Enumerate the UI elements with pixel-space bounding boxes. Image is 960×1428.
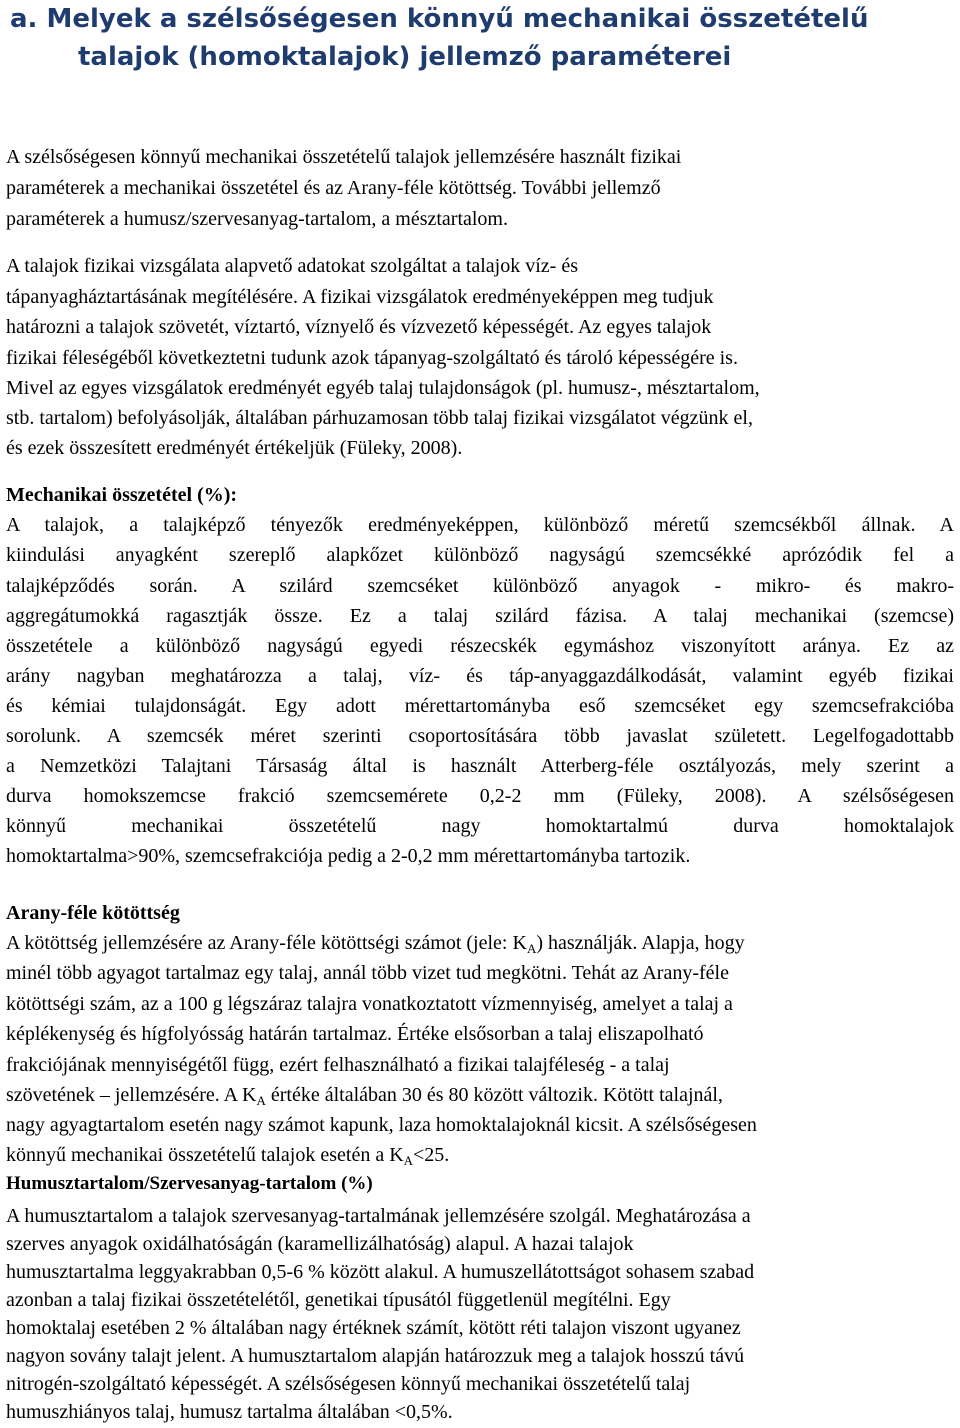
body-line: talajképződés során. A szilárd szemcséket különböző anyagok - mikro- és makro- <box>6 575 954 597</box>
body-line: tápanyagháztartásának megítélésére. A fizikai vizsgálatok eredményeképpen meg tudjuk <box>6 286 714 308</box>
body-line: Mivel az egyes vizsgálatok eredményét egyéb talaj tulajdonságok (pl. humusz-, mésztartalom, <box>6 377 760 399</box>
body-line: nitrogén-szolgáltató képességét. A szélsőségesen könnyű mechanikai összetételű talaj <box>6 1373 691 1395</box>
body-line: a Nemzetközi Talajtani Társaság által is használt Atterberg-féle osztályozás, mely szerint a <box>6 755 954 777</box>
body-line: szerves anyagok oxidálhatóságán (karamellizálhatóság) alapul. A hazai talajok <box>6 1233 634 1255</box>
subheading-mechanical-composition: Mechanikai összetétel (%): <box>6 484 238 506</box>
body-line: nagy agyagtartalom esetén nagy számot kapunk, laza homoktalajoknál kicsit. A szélsőségesen <box>6 1114 757 1136</box>
body-line: fizikai féleségéből következtetni tudunk azok tápanyag-szolgáltató és tároló képességére is. <box>6 347 738 369</box>
subheading-arany-binding: Arany-féle kötöttség <box>6 902 180 924</box>
body-line: humusztartalma leggyakrabban 0,5-6 % között alakul. A humuszellátottságot sohasem szabad <box>6 1261 755 1283</box>
body-line: homoktalaj esetében 2 % általában nagy értéknek számít, kötött réti talajon viszont ugyanez <box>6 1317 741 1339</box>
body-line: minél több agyagot tartalmaz egy talaj, annál több vizet tud megkötni. Tehát az Arany-féle <box>6 962 729 984</box>
intro-line: paraméterek a humusz/szervesanyag-tartalom, a mésztartalom. <box>6 208 508 230</box>
body-line: A humusztartalom a talajok szervesanyag-tartalmának jellemzésére szolgál. Meghatározása a <box>6 1205 751 1227</box>
body-line: azonban a talaj fizikai összetételétől, genetikai típusától függetlenül megítélni. Egy <box>6 1289 671 1311</box>
body-line: A talajok fizikai vizsgálata alapvető adatokat szolgáltat a talajok víz- és <box>6 255 578 277</box>
body-line: homoktartalma>90%, szemcsefrakciója pedig a 2-0,2 mm mérettartományba tartozik. <box>6 845 691 867</box>
body-line: szövetének – jellemzésére. A $K_A$ értéke általában 30 és 80 között változik. Kötött talajnál, <box>6 1084 723 1108</box>
body-line: kiindulási anyagként szereplő alapkőzet különböző nagyságú szemcsékké aprózódik fel a <box>6 544 954 566</box>
section-heading <box>10 0 950 76</box>
body-line: arány nagyban meghatározza a talaj, víz- és táp-anyaggazdálkodását, valamint egyéb fizikai <box>6 665 954 687</box>
body-line: összetétele a különböző nagyságú egyedi részecskék egymáshoz viszonyított aránya. Ez az <box>6 635 954 657</box>
intro-line: paraméterek a mechanikai összetétel és az Arany-féle kötöttség. További jellemző <box>6 177 661 199</box>
body-line: aggregátumokká ragasztják össze. Ez a talaj szilárd fázisa. A talaj mechanikai (szemcse) <box>6 605 954 627</box>
body-line: képlékenység és hígfolyósság határán tartalmaz. Értéke elsősorban a talaj eliszapolható <box>6 1023 704 1045</box>
heading-line-1: a. Melyek a szélsőségesen könnyű mechanikai összetételű <box>10 4 869 34</box>
body-line: és kémiai tulajdonságát. Egy adott mérettartományba eső szemcséket egy szemcsefrakcióba <box>6 695 954 717</box>
body-line: humuszhiányos talaj, humusz tartalma általában <0,5%. <box>6 1401 453 1423</box>
body-line: sorolunk. A szemcsék méret szerinti csoportosítására több javaslat született. Legelfogadottabb <box>6 725 954 747</box>
body-line: A kötöttség jellemzésére az Arany-féle kötöttségi számot (jele: $K_A$) használják. Alapja, hogy <box>6 932 745 956</box>
body-line: kötöttségi szám, az a 100 g légszáraz talajra vonatkoztatott vízmennyiség, amelyet a talaj a <box>6 993 733 1015</box>
subheading-humus-content: Humusztartalom/Szervesanyag-tartalom (%) <box>6 1173 373 1194</box>
body-line: stb. tartalom) befolyásolják, általában párhuzamosan több talaj fizikai vizsgálatot végzünk el, <box>6 407 753 429</box>
body-line: könnyű mechanikai összetételű nagy homoktartalmú durva homoktalajok <box>6 815 954 837</box>
body-line: könnyű mechanikai összetételű talajok esetén a $K_A<25$. <box>6 1144 450 1168</box>
body-line: frakciójának mennyiségétől függ, ezért felhasználható a fizikai talajféleség - a talaj <box>6 1054 670 1076</box>
body-line: durva homokszemcse frakció szemcsemérete 0,2-2 mm (Füleky, 2008). A szélsőségesen <box>6 785 954 807</box>
intro-line: A szélsőségesen könnyű mechanikai összetételű talajok jellemzésére használt fizikai <box>6 146 682 168</box>
body-line: határozni a talajok szövetét, víztartó, víznyelő és vízvezető képességét. Az egyes talajok <box>6 316 712 338</box>
body-line: nagyon sovány talajt jelent. A humusztartalom alapján határozzuk meg a talajok hosszú távú <box>6 1345 745 1367</box>
body-line: A talajok, a talajképző tényezők eredményeképpen, különböző méretű szemcsékből állnak. A <box>6 514 954 536</box>
heading-line-2: talajok (homoktalajok) jellemző paraméterei <box>78 42 732 72</box>
body-line: és ezek összesített eredményét értékeljük (Füleky, 2008). <box>6 437 463 459</box>
